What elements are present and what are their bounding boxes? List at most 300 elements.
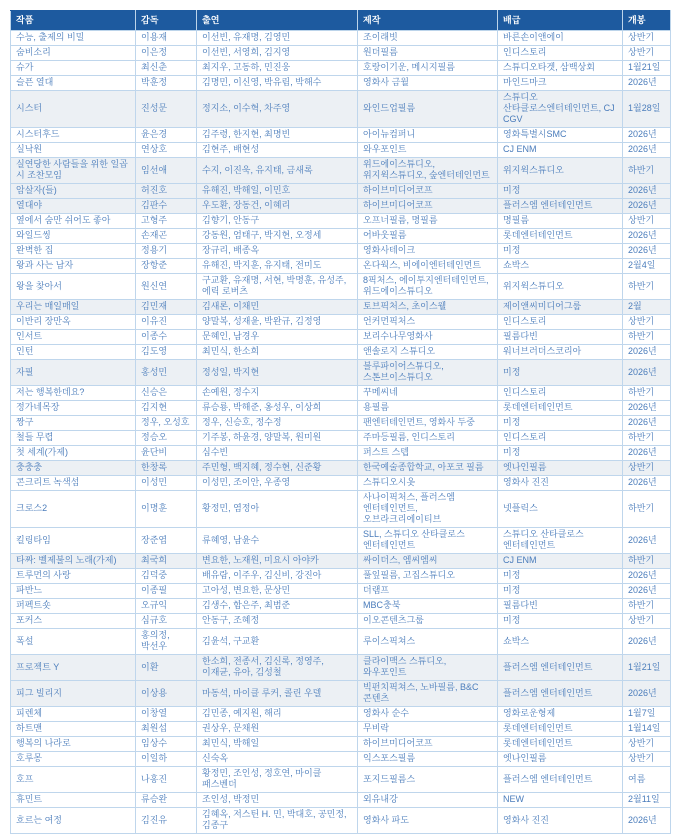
table-row [11, 61, 671, 76]
cell-distribution: 플러스엠 엔터테인먼트 [498, 655, 623, 681]
cell-director: 이환 [136, 655, 197, 681]
cell-cast: 김명민, 이신영, 박유림, 박해수 [197, 76, 358, 91]
table-row [11, 554, 671, 569]
cell-director: 홍의정, 박선우 [136, 629, 197, 655]
cell-director: 이종필 [136, 584, 197, 599]
cell-production: 영화사 순수 [358, 707, 498, 722]
cell-director: 김민재 [136, 300, 197, 315]
table-row [11, 300, 671, 315]
cell-distribution: 필름다빈 [498, 330, 623, 345]
cell-cast: 김윤석, 구교환 [197, 629, 358, 655]
table-row [11, 793, 671, 808]
cell-production: 보리수나무영화사 [358, 330, 498, 345]
cell-cast: 변요한, 노재원, 미요시 아야카 [197, 554, 358, 569]
cell-production: MBC충북 [358, 599, 498, 614]
cell-director: 임선애 [136, 158, 197, 184]
cell-cast: 양말복, 성재윤, 박완규, 김정영 [197, 315, 358, 330]
cell-director: 이은정 [136, 46, 197, 61]
cell-title: 실연당한 사람들을 위한 일곱 시 조찬모임 [11, 158, 136, 184]
cell-release: 2026년 [623, 229, 671, 244]
cell-production: 8픽처스, 에이투지엔터테인먼트, 위드에이스튜디오 [358, 274, 498, 300]
table-row [11, 737, 671, 752]
table-row [11, 584, 671, 599]
cell-director: 김도영 [136, 345, 197, 360]
cell-release: 하반기 [623, 599, 671, 614]
cell-production: 이오콘텐츠그룹 [358, 614, 498, 629]
cell-cast: 이성민, 조이안, 우종영 [197, 476, 358, 491]
cell-director: 최원섭 [136, 722, 197, 737]
cell-distribution: 명필름 [498, 214, 623, 229]
cell-distribution: 필름다빈 [498, 599, 623, 614]
cell-director: 최신춘 [136, 61, 197, 76]
cell-cast: 마동석, 마이클 루커, 콜린 우델 [197, 681, 358, 707]
cell-title: 시스터 [11, 91, 136, 128]
cell-distribution: 위지윅스튜디오 [498, 158, 623, 184]
cell-distribution: 쇼박스 [498, 259, 623, 274]
cell-title: 실낙원 [11, 143, 136, 158]
cell-distribution: 바른손이앤에이 [498, 31, 623, 46]
cell-distribution: 영화특별시SMC [498, 128, 623, 143]
cell-distribution: 스튜디오 산타클로스엔터테인먼트, CJ CGV [498, 91, 623, 128]
table-row [11, 244, 671, 259]
cell-production: 하이브미디어코프 [358, 737, 498, 752]
table-row [11, 528, 671, 554]
table-row [11, 274, 671, 300]
cell-cast: 안동구, 조혜정 [197, 614, 358, 629]
cell-release: 상반기 [623, 31, 671, 46]
cell-title: 크로스2 [11, 491, 136, 528]
cell-release: 2026년 [623, 360, 671, 386]
cell-director: 원신연 [136, 274, 197, 300]
cell-release: 상반기 [623, 46, 671, 61]
cell-cast: 정우, 신승호, 정수정 [197, 416, 358, 431]
cell-title: 폭설 [11, 629, 136, 655]
cell-release: 하반기 [623, 330, 671, 345]
cell-release: 2월4일 [623, 259, 671, 274]
cell-distribution: 쇼박스 [498, 629, 623, 655]
cell-release: 2026년 [623, 528, 671, 554]
cell-release: 2월11일 [623, 793, 671, 808]
cell-release: 상반기 [623, 752, 671, 767]
cell-director: 이성민 [136, 476, 197, 491]
cell-director: 홍성민 [136, 360, 197, 386]
cell-director: 심규호 [136, 614, 197, 629]
cell-director: 김판수 [136, 199, 197, 214]
cell-production: 더램프 [358, 584, 498, 599]
cell-release: 상반기 [623, 737, 671, 752]
cell-production: 익스포스필름 [358, 752, 498, 767]
cell-release: 2월 [623, 300, 671, 315]
cell-title: 인서트 [11, 330, 136, 345]
table-row [11, 128, 671, 143]
table-row [11, 91, 671, 128]
column-header-title: 작품 [11, 11, 136, 31]
cell-director: 류승완 [136, 793, 197, 808]
cell-release: 2026년 [623, 184, 671, 199]
cell-cast: 장규리, 배종옥 [197, 244, 358, 259]
table-row [11, 752, 671, 767]
cell-cast: 황정민, 조인성, 정호연, 마이클 패스벤더 [197, 767, 358, 793]
table-row [11, 315, 671, 330]
cell-distribution: 플러스엠 엔터테인먼트 [498, 199, 623, 214]
cell-cast: 정성일, 박지현 [197, 360, 358, 386]
cell-cast: 고아성, 변요한, 문상민 [197, 584, 358, 599]
cell-release: 2026년 [623, 569, 671, 584]
cell-release: 2026년 [623, 76, 671, 91]
cell-release: 1월21일 [623, 61, 671, 76]
cell-distribution: 롯데엔터테인먼트 [498, 401, 623, 416]
cell-director: 나홍진 [136, 767, 197, 793]
cell-release: 2026년 [623, 681, 671, 707]
cell-production: 조이래빗 [358, 31, 498, 46]
cell-production: 어바웃필름 [358, 229, 498, 244]
table-row [11, 76, 671, 91]
movie-release-table [10, 10, 671, 834]
table-row [11, 330, 671, 345]
cell-production: 토브픽처스, 초이스웰 [358, 300, 498, 315]
cell-title: 충충충 [11, 461, 136, 476]
cell-distribution: 엣나인필름 [498, 752, 623, 767]
cell-production: 퍼스트 스텝 [358, 446, 498, 461]
cell-distribution: 미정 [498, 569, 623, 584]
cell-title: 흐르는 여정 [11, 808, 136, 834]
cell-title: 피렌체 [11, 707, 136, 722]
cell-title: 수능, 출제의 비밀 [11, 31, 136, 46]
table-header-row [11, 11, 671, 31]
cell-distribution: 인디스토리 [498, 315, 623, 330]
cell-cast: 조인성, 박정민 [197, 793, 358, 808]
cell-production: 앤솔로지 스튜디오 [358, 345, 498, 360]
cell-cast: 권상우, 문채원 [197, 722, 358, 737]
cell-title: 포커스 [11, 614, 136, 629]
cell-title: 와일드씽 [11, 229, 136, 244]
cell-release: 여름 [623, 767, 671, 793]
cell-distribution: 인디스토리 [498, 46, 623, 61]
cell-title: 자필 [11, 360, 136, 386]
cell-production: 오프너필름, 명필름 [358, 214, 498, 229]
table-row [11, 401, 671, 416]
cell-director: 한창록 [136, 461, 197, 476]
cell-director: 이유진 [136, 315, 197, 330]
cell-title: 우리는 매일매일 [11, 300, 136, 315]
table-row [11, 446, 671, 461]
table-row [11, 476, 671, 491]
table-row [11, 681, 671, 707]
cell-director: 정용기 [136, 244, 197, 259]
cell-cast: 이선빈, 유재명, 김영민 [197, 31, 358, 46]
cell-production: 주마등필름, 인디스토리 [358, 431, 498, 446]
table-row [11, 461, 671, 476]
table-row [11, 259, 671, 274]
cell-distribution: 미정 [498, 360, 623, 386]
table-row [11, 569, 671, 584]
column-header-production: 제작 [358, 11, 498, 31]
cell-production: 호랑이기운, 메시지필름 [358, 61, 498, 76]
cell-title: 완벽한 집 [11, 244, 136, 259]
table-row [11, 46, 671, 61]
cell-title: 철들 무렵 [11, 431, 136, 446]
cell-title: 정가네목장 [11, 401, 136, 416]
cell-release: 하반기 [623, 491, 671, 528]
cell-title: 피그 빌리지 [11, 681, 136, 707]
cell-title: 이반리 장만옥 [11, 315, 136, 330]
column-header-director: 감독 [136, 11, 197, 31]
cell-distribution: 제이앤씨미디어그룹 [498, 300, 623, 315]
cell-production: 팬엔터테인먼트, 영화사 두중 [358, 416, 498, 431]
table-row [11, 345, 671, 360]
cell-production: 루이스픽쳐스 [358, 629, 498, 655]
cell-director: 김지현 [136, 401, 197, 416]
cell-production: 풀잎필름, 고집스튜디오 [358, 569, 498, 584]
cell-director: 연상호 [136, 143, 197, 158]
cell-title: 하트맨 [11, 722, 136, 737]
cell-production: 외유내강 [358, 793, 498, 808]
cell-distribution: 스튜디오타겟, 삼백상회 [498, 61, 623, 76]
cell-distribution: 영화로운형제 [498, 707, 623, 722]
cell-distribution: 넷플릭스 [498, 491, 623, 528]
cell-distribution: 미정 [498, 244, 623, 259]
cell-production: 위드에이스튜디오, 위지윅스튜디오, 숲엔터테인먼트 [358, 158, 498, 184]
cell-distribution: 인디스토리 [498, 431, 623, 446]
cell-title: 숨비소리 [11, 46, 136, 61]
table-row [11, 722, 671, 737]
cell-distribution: 워너브러더스코리아 [498, 345, 623, 360]
cell-title: 타짜: 벨제불의 노래(가제) [11, 554, 136, 569]
cell-production: 스튜디오시옷 [358, 476, 498, 491]
cell-release: 2026년 [623, 584, 671, 599]
cell-cast: 김생수, 함은주, 최범준 [197, 599, 358, 614]
cell-distribution: 플러스엠 엔터테인먼트 [498, 681, 623, 707]
cell-title: 왕과 사는 남자 [11, 259, 136, 274]
cell-cast: 심수빈 [197, 446, 358, 461]
cell-release: 2026년 [623, 128, 671, 143]
cell-release: 1월7일 [623, 707, 671, 722]
cell-cast: 기주봉, 하윤경, 양말복, 원미원 [197, 431, 358, 446]
cell-distribution: 롯데엔터테인먼트 [498, 722, 623, 737]
cell-production: 사나이픽처스, 플러스엠 엔터테인먼트, 오브라크리에이티브 [358, 491, 498, 528]
cell-title: 행복의 나라로 [11, 737, 136, 752]
cell-cast: 강동원, 엄태구, 박지현, 오정세 [197, 229, 358, 244]
cell-release: 하반기 [623, 158, 671, 184]
cell-production: 하이브미디어코프 [358, 199, 498, 214]
cell-cast: 우도환, 장동건, 이혜리 [197, 199, 358, 214]
cell-director: 이창열 [136, 707, 197, 722]
cell-distribution: 엣나인필름 [498, 461, 623, 476]
cell-title: 슬픈 열대 [11, 76, 136, 91]
cell-distribution: NEW [498, 793, 623, 808]
cell-distribution: 미정 [498, 614, 623, 629]
cell-production: 하이브미디어코프 [358, 184, 498, 199]
cell-director: 윤은경 [136, 128, 197, 143]
cell-director: 진성문 [136, 91, 197, 128]
cell-distribution: 미정 [498, 416, 623, 431]
cell-cast: 유해진, 박지훈, 유지태, 전미도 [197, 259, 358, 274]
cell-title: 인턴 [11, 345, 136, 360]
cell-release: 2026년 [623, 345, 671, 360]
cell-release: 하반기 [623, 274, 671, 300]
cell-release: 2026년 [623, 476, 671, 491]
cell-production: 원더필름 [358, 46, 498, 61]
cell-production: 클라이맥스 스튜디오, 와우포인트 [358, 655, 498, 681]
cell-director: 신승은 [136, 386, 197, 401]
cell-title: 킬링타임 [11, 528, 136, 554]
cell-cast: 최민식, 한소희 [197, 345, 358, 360]
cell-title: 짱구 [11, 416, 136, 431]
table-row [11, 184, 671, 199]
cell-director: 박훈정 [136, 76, 197, 91]
cell-director: 윤단비 [136, 446, 197, 461]
cell-release: 하반기 [623, 431, 671, 446]
cell-distribution: 롯데엔터테인먼트 [498, 737, 623, 752]
cell-release: 상반기 [623, 614, 671, 629]
cell-production: 아이뉴컴퍼니 [358, 128, 498, 143]
cell-director: 손재곤 [136, 229, 197, 244]
cell-cast: 김새론, 이채민 [197, 300, 358, 315]
cell-release: 2026년 [623, 446, 671, 461]
cell-director: 김진유 [136, 808, 197, 834]
cell-title: 시스터후드 [11, 128, 136, 143]
cell-director: 임상수 [136, 737, 197, 752]
cell-production: 빅펀치픽쳐스, 노바필름, B&C 콘텐츠 [358, 681, 498, 707]
cell-release: 2026년 [623, 401, 671, 416]
cell-release: 하반기 [623, 554, 671, 569]
cell-cast: 최지우, 고동하, 민진웅 [197, 61, 358, 76]
cell-title: 열대야 [11, 199, 136, 214]
cell-title: 옆에서 숨만 쉬어도 좋아 [11, 214, 136, 229]
table-row [11, 614, 671, 629]
cell-director: 김덕중 [136, 569, 197, 584]
cell-title: 저는 행복한데요? [11, 386, 136, 401]
table-row [11, 431, 671, 446]
cell-distribution: 미정 [498, 446, 623, 461]
cell-production: 무비락 [358, 722, 498, 737]
cell-production: 와인드업필름 [358, 91, 498, 128]
cell-director: 고형주 [136, 214, 197, 229]
cell-cast: 류승룡, 박해준, 옹성우, 이상희 [197, 401, 358, 416]
table-row [11, 158, 671, 184]
cell-director: 정승오 [136, 431, 197, 446]
cell-production: 꾸메씨네 [358, 386, 498, 401]
cell-release: 1월21일 [623, 655, 671, 681]
table-row [11, 143, 671, 158]
cell-cast: 김향기, 안동구 [197, 214, 358, 229]
cell-cast: 주민형, 백지혜, 정수현, 신준황 [197, 461, 358, 476]
cell-cast: 유해진, 박해일, 이민호 [197, 184, 358, 199]
cell-production: 포지드필름스 [358, 767, 498, 793]
cell-distribution: 위지윅스튜디오 [498, 274, 623, 300]
cell-cast: 구교환, 유재명, 서현, 박명훈, 유성주, 에릭 로버츠 [197, 274, 358, 300]
table-row [11, 707, 671, 722]
cell-director: 이상용 [136, 681, 197, 707]
cell-release: 2026년 [623, 143, 671, 158]
table-body [11, 31, 671, 834]
cell-release: 2026년 [623, 416, 671, 431]
cell-production: SLL, 스튜디오 산타클로스 엔터테인먼트 [358, 528, 498, 554]
cell-cast: 정지소, 이수혁, 차주영 [197, 91, 358, 128]
cell-director: 최국희 [136, 554, 197, 569]
table-row [11, 808, 671, 834]
cell-title: 왕을 찾아서 [11, 274, 136, 300]
cell-director: 이용재 [136, 31, 197, 46]
cell-director: 정우, 오성호 [136, 416, 197, 431]
table-row [11, 767, 671, 793]
table-row [11, 199, 671, 214]
cell-title: 호프 [11, 767, 136, 793]
table-row [11, 31, 671, 46]
cell-director: 이종수 [136, 330, 197, 345]
cell-release: 2026년 [623, 244, 671, 259]
cell-release: 하반기 [623, 386, 671, 401]
cell-title: 첫 세계(가제) [11, 446, 136, 461]
cell-cast: 김혜옥, 저스틴 H. 민, 박대호, 공민정, 김종구 [197, 808, 358, 834]
cell-release: 상반기 [623, 461, 671, 476]
table-row [11, 599, 671, 614]
column-header-distribution: 배급 [498, 11, 623, 31]
cell-distribution: 플러스엠 엔터테인먼트 [498, 767, 623, 793]
cell-title: 슈가 [11, 61, 136, 76]
cell-title: 휴민트 [11, 793, 136, 808]
cell-production: 용필름 [358, 401, 498, 416]
cell-cast: 수지, 이진욱, 유지태, 금새록 [197, 158, 358, 184]
cell-distribution: 스튜디오 산타클로스 엔터테인먼트 [498, 528, 623, 554]
cell-cast: 김주령, 한지현, 최명빈 [197, 128, 358, 143]
cell-title: 프로젝트 Y [11, 655, 136, 681]
cell-release: 2026년 [623, 629, 671, 655]
cell-title: 퍼펙트숏 [11, 599, 136, 614]
table-row [11, 629, 671, 655]
cell-production: 영화사테이크 [358, 244, 498, 259]
cell-cast: 류혜영, 남윤수 [197, 528, 358, 554]
cell-cast: 김민종, 예지원, 해리 [197, 707, 358, 722]
cell-release: 2026년 [623, 199, 671, 214]
cell-director: 이명훈 [136, 491, 197, 528]
cell-distribution: 미정 [498, 584, 623, 599]
cell-cast: 최민식, 박해일 [197, 737, 358, 752]
table-row [11, 386, 671, 401]
table-row [11, 360, 671, 386]
table-row [11, 229, 671, 244]
cell-cast: 손예원, 정수지 [197, 386, 358, 401]
table-row [11, 655, 671, 681]
cell-cast: 한소희, 전종서, 김신록, 정영주, 이재균, 유아, 김성철 [197, 655, 358, 681]
cell-distribution: 영화사 진진 [498, 476, 623, 491]
cell-cast: 신숙옥 [197, 752, 358, 767]
cell-cast: 문혜인, 남경우 [197, 330, 358, 345]
movie-release-table-container [10, 10, 670, 834]
cell-release: 2026년 [623, 808, 671, 834]
cell-title: 트루먼의 사랑 [11, 569, 136, 584]
cell-production: 언커먼픽처스 [358, 315, 498, 330]
cell-production: 영화사 파도 [358, 808, 498, 834]
cell-director: 장준엽 [136, 528, 197, 554]
cell-director: 오규익 [136, 599, 197, 614]
cell-cast: 황정민, 염정아 [197, 491, 358, 528]
cell-release: 1월14일 [623, 722, 671, 737]
cell-title: 호루몽 [11, 752, 136, 767]
cell-director: 장항준 [136, 259, 197, 274]
table-row [11, 416, 671, 431]
cell-director: 허진호 [136, 184, 197, 199]
column-header-cast: 출연 [197, 11, 358, 31]
cell-distribution: 마인드마크 [498, 76, 623, 91]
cell-distribution: 미정 [498, 184, 623, 199]
cell-title: 콘크리트 녹색섬 [11, 476, 136, 491]
cell-production: 싸이더스, 엠씨엠씨 [358, 554, 498, 569]
column-header-release: 개봉 [623, 11, 671, 31]
cell-distribution: 영화사 진진 [498, 808, 623, 834]
cell-production: 블루파이어스튜디오, 스톤브이스튜디오 [358, 360, 498, 386]
cell-director: 이일하 [136, 752, 197, 767]
